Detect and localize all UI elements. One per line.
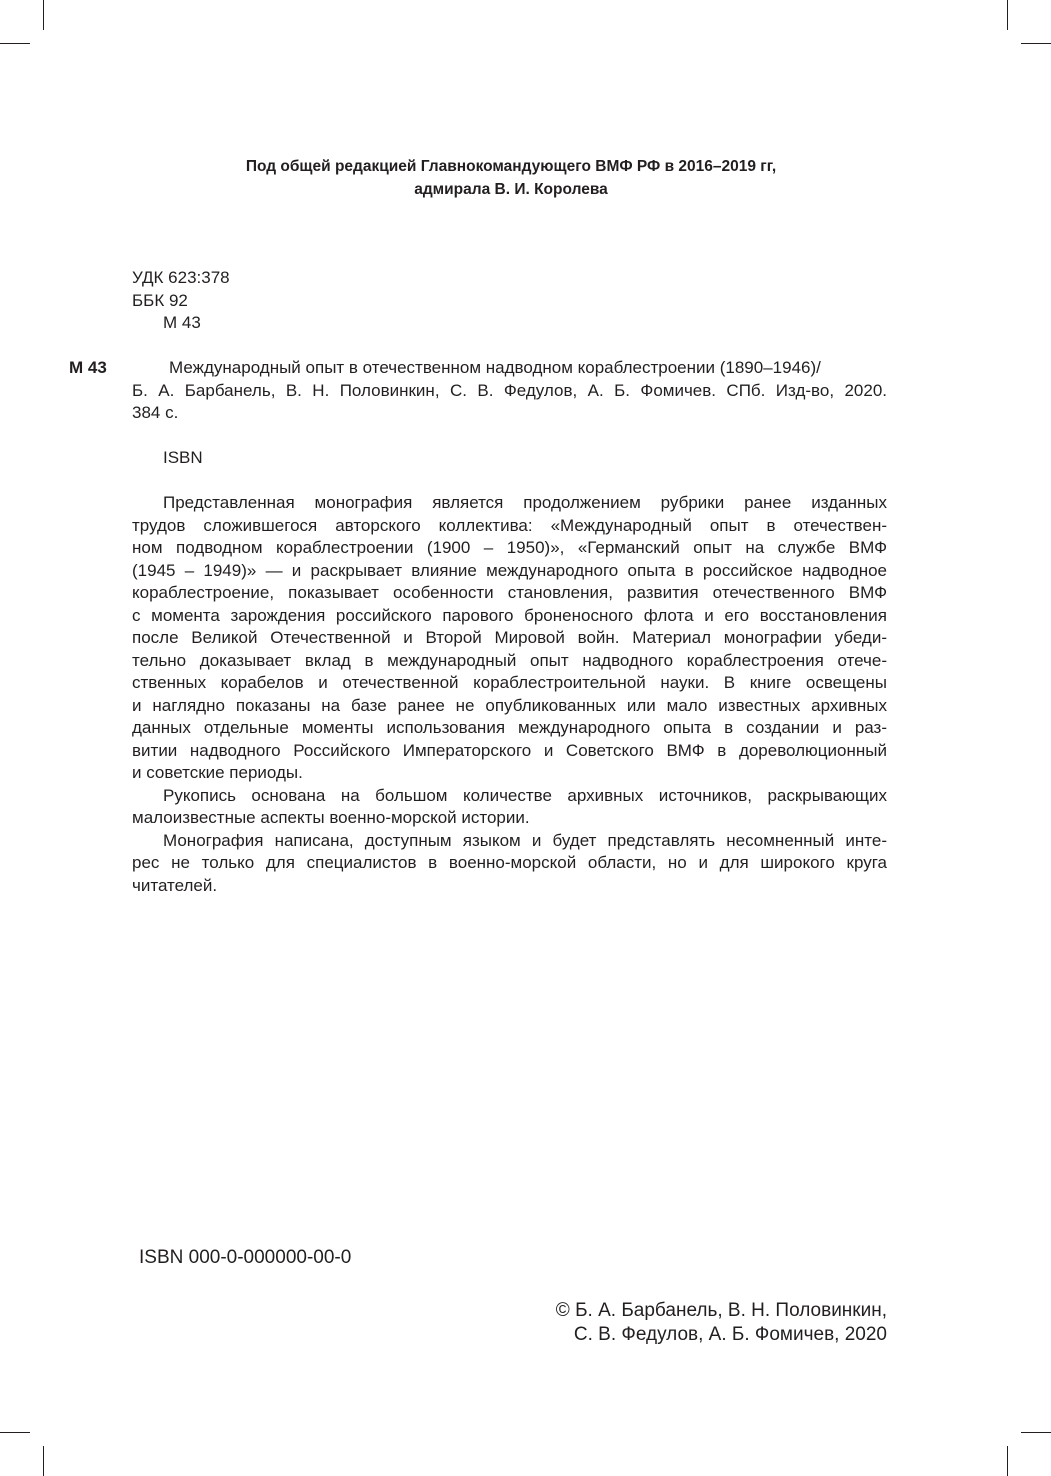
crop-mark-bottom-left-horizontal [0, 1432, 30, 1433]
abstract-line: и наглядно показаны на базе ранее не опубликованных или мало известных архивных [132, 695, 887, 715]
copyright-notice [556, 1299, 887, 1347]
abstract-line: Рукопись основана на большом количестве архивных источников, раскрывающих [163, 785, 887, 805]
isbn-placeholder: ISBN [163, 448, 203, 467]
classification-codes [132, 267, 230, 335]
crop-mark-top-right-horizontal [1021, 43, 1051, 44]
abstract-line: трудов сложившегося авторского коллектива: «Международный опыт в отечествен- [132, 515, 887, 535]
abstract [132, 492, 887, 897]
abstract-line: (1945 – 1949)» — и раскрывает влияние международного опыта в российское надводное [132, 560, 887, 580]
bibliography-line: Международный опыт в отечественном надводном кораблестроении (1890–1946)/ [169, 358, 821, 377]
copyright-line-2: С. В. Федулов, А. Б. Фомичев, 2020 [573, 1324, 887, 1345]
editor-credit [0, 155, 1022, 201]
bbk-code: ББК 92 [132, 290, 188, 310]
abstract-line: данных отдельные моменты использования международного опыта в создании и раз- [132, 718, 887, 737]
crop-mark-top-left-vertical [43, 0, 44, 30]
udk-code: УДК 623:378 [132, 268, 230, 287]
abstract-line: витии надводного Российского Императорского и Советского ВМФ в дореволюционный [132, 740, 887, 760]
bibliography-line: Б. А. Барбанель, В. Н. Половинкин, С. В. Федулов, А. Б. Фомичев. СПб. Изд-во, 2020. [132, 380, 887, 400]
editor-credit-line-2: адмирала В. И. Королева [414, 181, 608, 198]
abstract-line: кораблестроение, показывает особенности становления, развития отечественного ВМФ [132, 583, 887, 602]
crop-mark-bottom-right-horizontal [1021, 1432, 1051, 1433]
abstract-line: и советские периоды. [132, 763, 303, 782]
abstract-line: ственных корабелов и отечественной кораблестроительной науки. В книге освещены [132, 673, 887, 692]
abstract-line: ном подводном кораблестроении (1900 – 1950)», «Германский опыт на службе ВМФ [132, 538, 887, 557]
crop-mark-top-left-horizontal [0, 43, 30, 44]
author-mark-code: М 43 [163, 313, 201, 332]
bibliography-line: 384 с. [132, 403, 179, 422]
editor-credit-line-1: Под общей редакцией Главнокомандующего ВМФ РФ в 2016–2019 гг, [245, 158, 777, 175]
abstract-line: тельно доказывает вклад в международный опыт надводного кораблестроения отече- [132, 650, 887, 670]
copyright-line-1: © Б. А. Барбанель, В. Н. Половинкин, [555, 1300, 887, 1321]
abstract-line: Представленная монография является продолжением рубрики ранее изданных [163, 493, 887, 512]
abstract-line: малоизвестные аспекты военно-морской истории. [132, 808, 530, 827]
abstract-line: читателей. [132, 875, 218, 895]
crop-mark-bottom-right-vertical [1007, 1446, 1008, 1476]
abstract-line: рес не только для специалистов в военно-морской области, но и для широкого круга [132, 853, 887, 872]
margin-author-mark: М 43 [69, 358, 107, 377]
crop-mark-top-right-vertical [1007, 0, 1008, 30]
abstract-line: после Великой Отечественной и Второй Мировой войн. Материал монографии убеди- [132, 628, 887, 647]
crop-mark-bottom-left-vertical [43, 1446, 44, 1476]
bibliographic-description [132, 357, 887, 425]
isbn-number: ISBN 000-0-000000-00-0 [139, 1247, 352, 1268]
abstract-line: Монография написана, доступным языком и будет представлять несомненный инте- [163, 830, 887, 850]
abstract-line: с момента зарождения российского парового броненосного флота и его восстановления [132, 605, 887, 625]
